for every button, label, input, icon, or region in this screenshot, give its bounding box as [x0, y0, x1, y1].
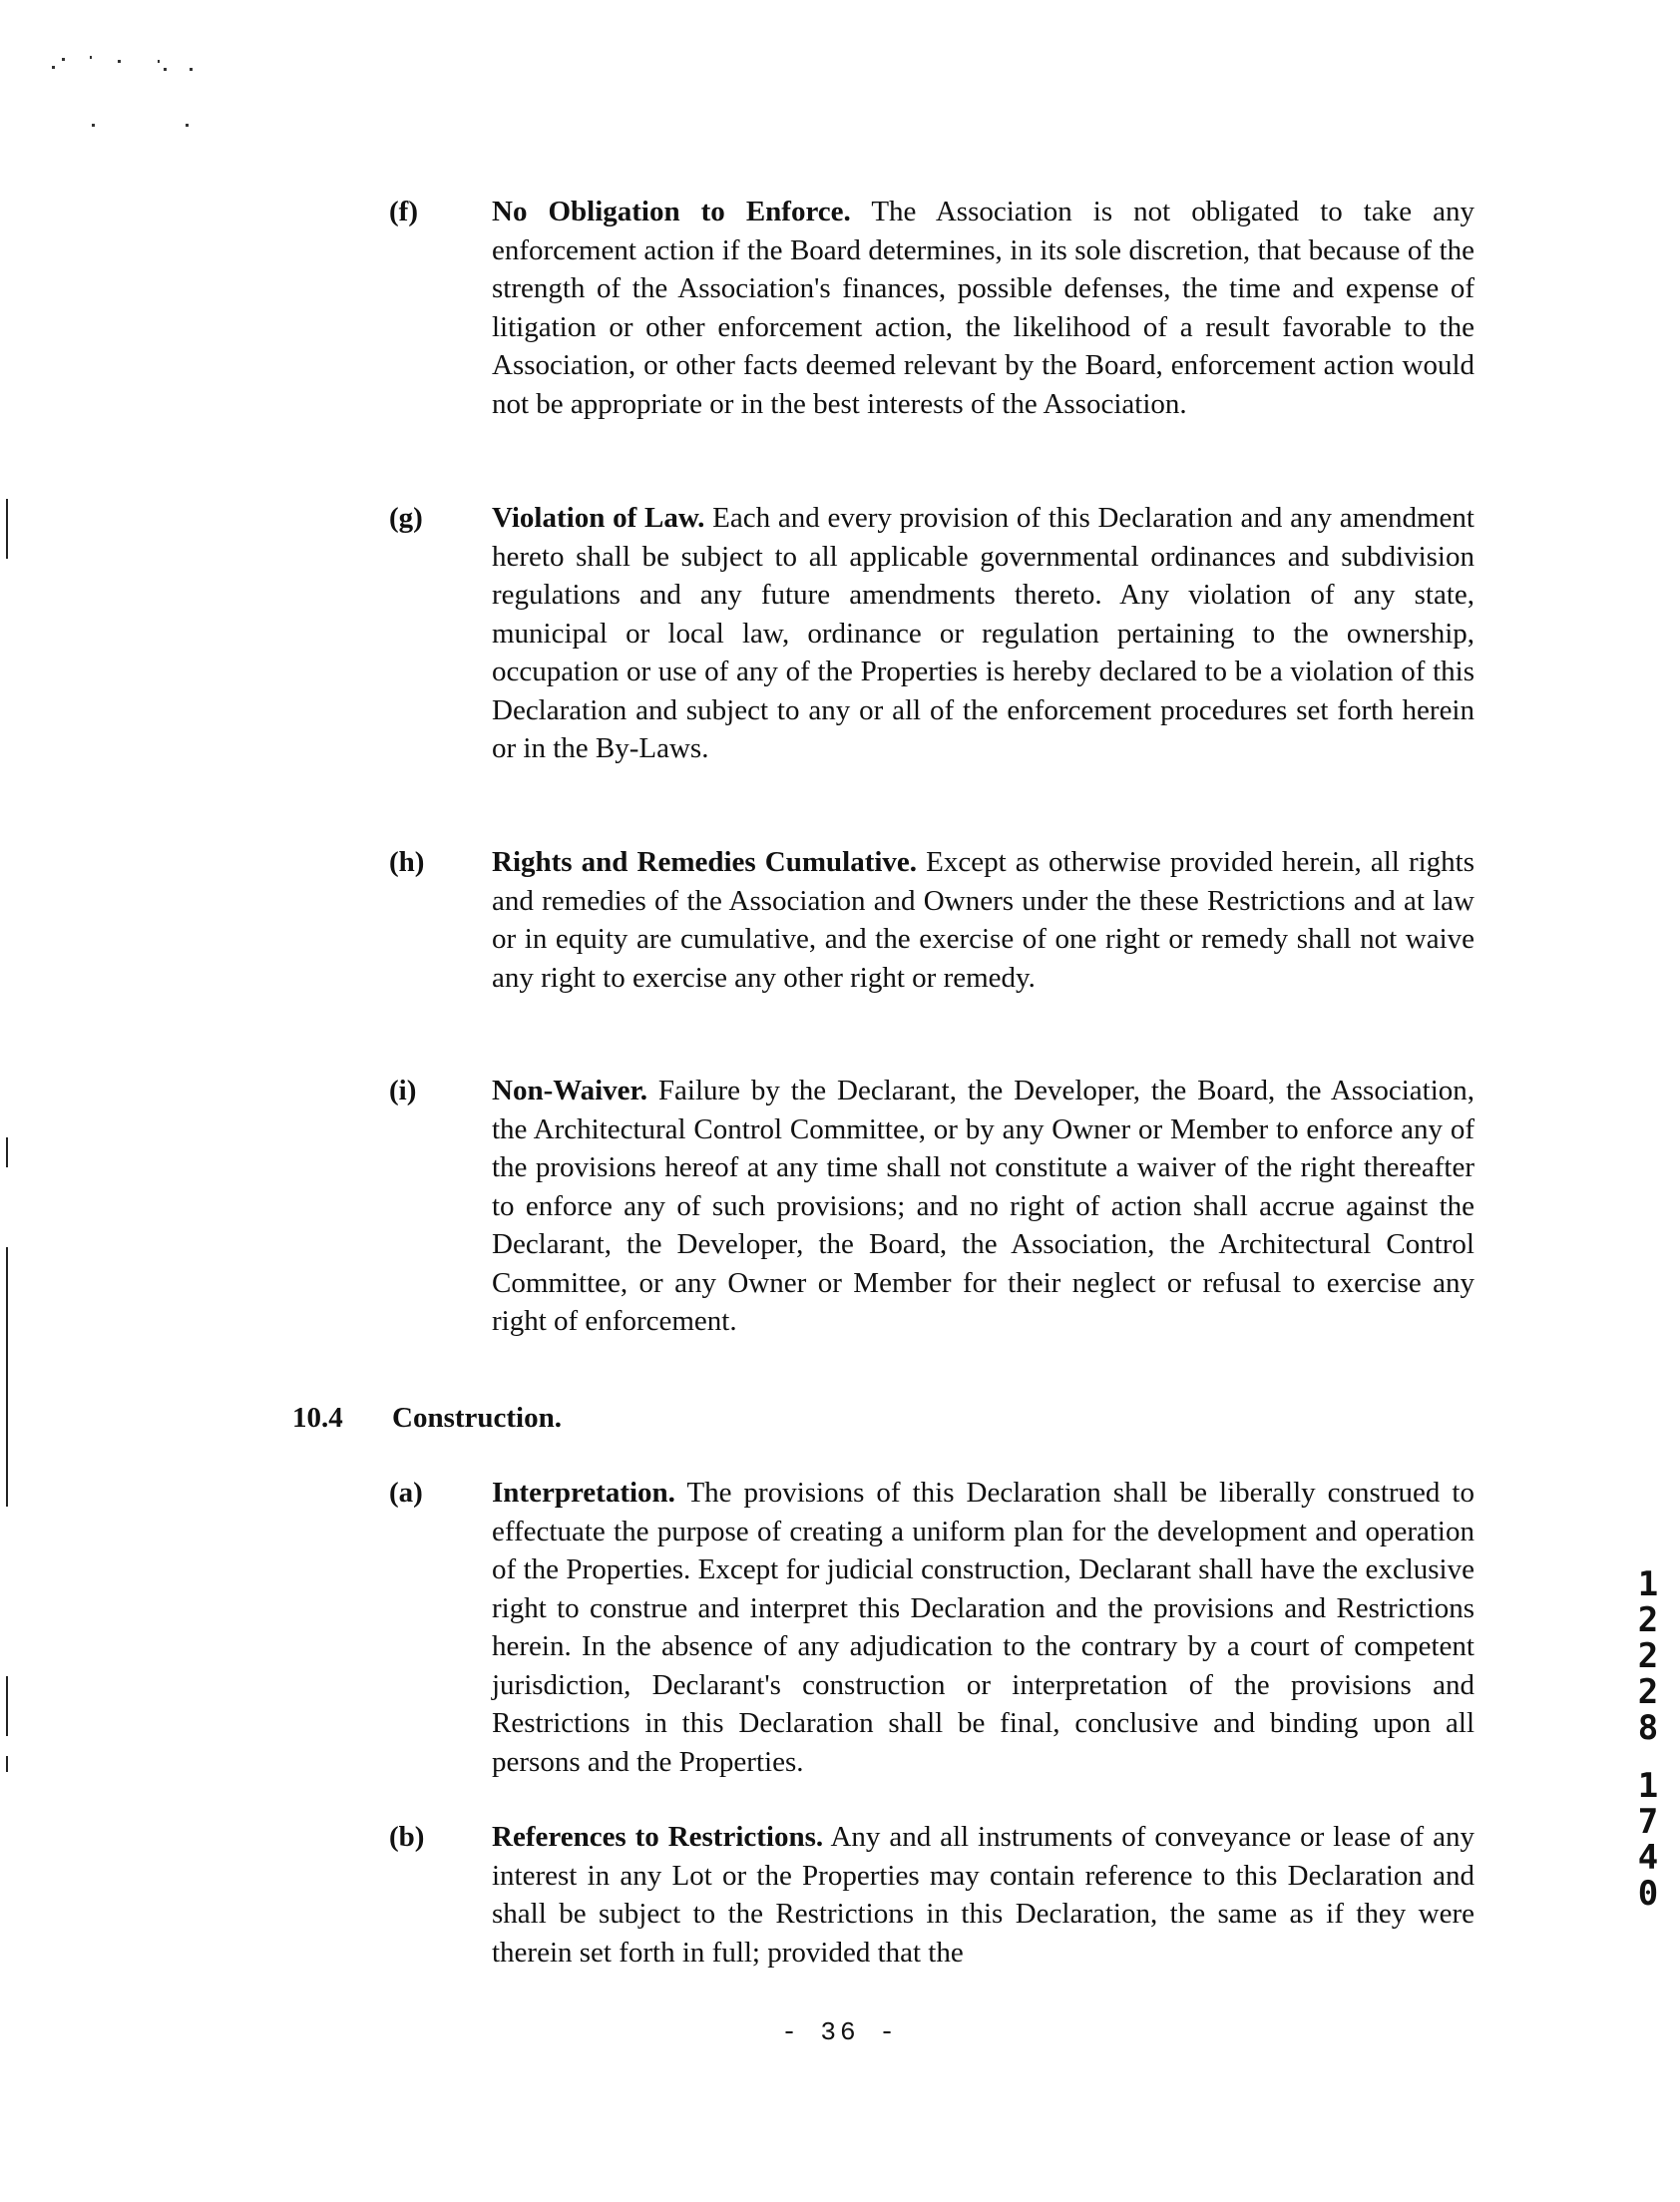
scan-speck	[90, 56, 92, 59]
clause-label: (a)	[389, 1477, 423, 1509]
margin-mark	[6, 499, 8, 559]
page-number: - 36 -	[781, 2017, 899, 2047]
clause-text: Any and all instruments of conveyance or lease of any interest in any Lot or the Properties may contain reference to this Declaration and shall be subject to the Restrictions in this Declaration, the same as if they were therein set forth in full; provided that the	[492, 1821, 1474, 1969]
clause-heading: Non-Waiver.	[492, 1075, 648, 1106]
stamp-digit: 8	[1637, 1708, 1659, 1748]
clause-label: (i)	[389, 1075, 417, 1106]
clause-body	[492, 1474, 1474, 1781]
clause-body	[492, 843, 1474, 997]
clause-text: Except as otherwise provided herein, all rights and remedies of the Association and Owners under the these Restrictions and at law or in equity are cumulative, and the exercise of one right or remedy shall not waive any right to exercise any other right or remedy.	[492, 846, 1475, 994]
scan-speck	[164, 68, 167, 71]
margin-mark	[6, 1247, 8, 1507]
clause-label: (g)	[389, 502, 423, 534]
stamp-digit: 1	[1637, 1564, 1659, 1604]
clause-heading: No Obligation to Enforce.	[492, 196, 851, 227]
stamp-digit: 2	[1637, 1600, 1659, 1640]
stamp-digit: 2	[1637, 1672, 1659, 1712]
scan-speck	[190, 68, 193, 71]
clause-body	[492, 1818, 1474, 1972]
clause-text: Each and every provision of this Declaration and any amendment hereto shall be subject to all applicable governmental ordinances and subdivision regulations and any future amendments thereto. Any violation of any state, municipal or local law, ordinance or regulation pertaining to the ownership, occupation or use of any of the Properties is hereby declared to be a violation of this Declaration and subject to any or all of the enforcement procedures set forth herein or in the By-Laws.	[492, 502, 1474, 764]
margin-mark	[6, 1756, 8, 1772]
scan-speck	[158, 60, 160, 63]
scan-speck	[118, 60, 121, 63]
clause-body	[492, 499, 1474, 768]
scan-speck	[92, 124, 95, 127]
clause-text: The provisions of this Declaration shall be liberally construed to effectuate the purpose of creating a uniform plan for the development and operation of the Properties. Except for judicial construction, Declarant shall have the exclusive right to construe and interpret this Declaration and the provisions and Restrictions herein. In the absence of any adjudication to the contrary by a court of competent jurisdiction, Declarant's construction or interpretation of the provisions and Restrictions in this Declaration shall be final, conclusive and binding upon all persons and the Properties.	[492, 1477, 1474, 1778]
clause-label: (h)	[389, 846, 425, 878]
margin-mark	[6, 1676, 8, 1736]
clause-label: (b)	[389, 1821, 425, 1853]
clause-heading: Rights and Remedies Cumulative.	[492, 846, 918, 878]
scan-speck	[52, 66, 55, 69]
clause-body	[492, 193, 1474, 423]
recording-number-1	[1628, 1566, 1668, 1746]
margin-mark	[6, 1137, 8, 1167]
stamp-digit: 0	[1637, 1874, 1659, 1914]
stamp-digit: 4	[1637, 1838, 1659, 1878]
recording-number-2	[1628, 1768, 1668, 1912]
stamp-digit: 1	[1637, 1766, 1659, 1806]
section-title: Construction.	[392, 1402, 562, 1434]
clause-text: Failure by the Declarant, the Developer, the Board, the Association, the Architectural Control Committee, or by any Owner or Member to enforce any of the provisions hereof at any time shall not constitute a waiver of the right thereafter to enforce any of such provisions; and no right of action shall accrue against the Declarant, the Developer, the Board, the Association, the Architectural Control Committee, or any Owner or Member for their neglect or refusal to exercise any right of enforcement.	[492, 1075, 1474, 1337]
clause-heading: References to Restrictions.	[492, 1821, 824, 1853]
clause-label: (f)	[389, 196, 418, 227]
stamp-digit: 7	[1637, 1802, 1659, 1842]
section-number: 10.4	[292, 1402, 343, 1434]
clause-heading: Violation of Law.	[492, 502, 705, 534]
scan-speck	[62, 58, 65, 61]
scan-speck	[186, 124, 189, 127]
clause-text: The Association is not obligated to take any enforcement action if the Board determines, in its sole discretion, that because of the strength of the Association's finances, possible defenses, the time and expense of litigation or other enforcement action, the likelihood of a result favorable to the Association, or other facts deemed relevant by the Board, enforcement action would not be appropriate or in the best interests of the Association.	[492, 196, 1474, 420]
clause-body	[492, 1072, 1474, 1341]
stamp-digit: 2	[1637, 1636, 1659, 1676]
clause-heading: Interpretation.	[492, 1477, 675, 1509]
